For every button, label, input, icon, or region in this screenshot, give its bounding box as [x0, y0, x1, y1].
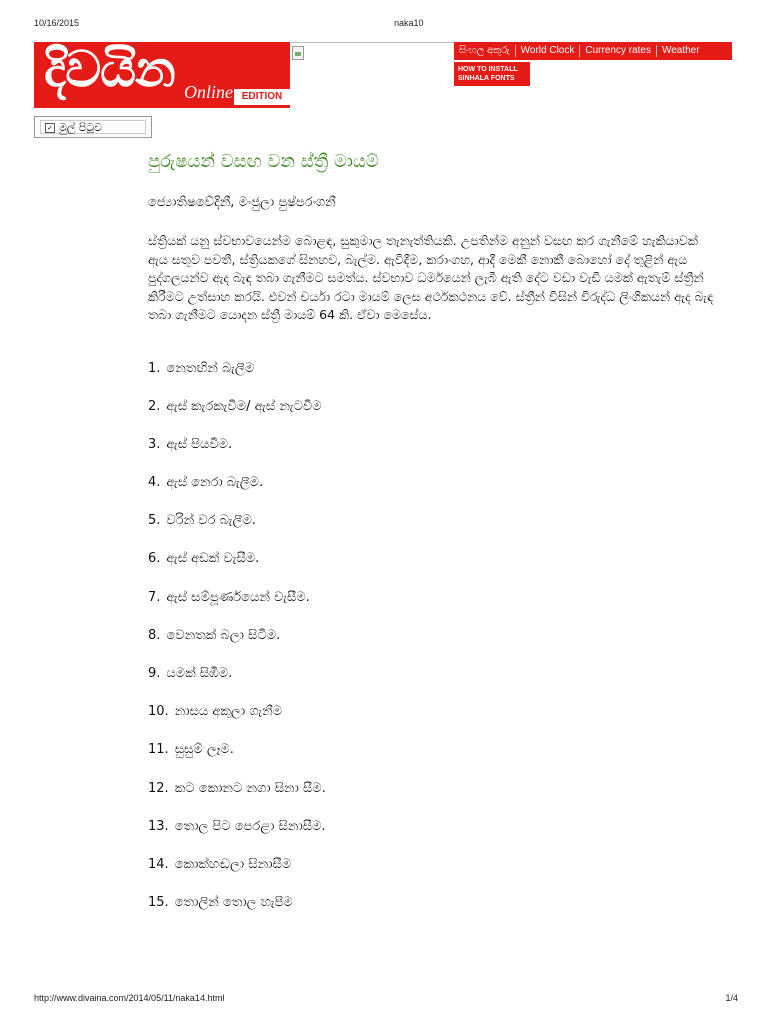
list-item-text: තොලින් තොල හැපීම	[174, 895, 293, 911]
list-item-text: තොල පිට පෙරළා සිනාසීම.	[174, 818, 326, 834]
signs-list	[148, 357, 728, 915]
list-item-number: 13.	[148, 818, 169, 834]
masthead	[34, 42, 732, 108]
article-byline: ජ්‍යොතිෂවේදිනී, මංජුලා පුෂ්පරංගනී	[148, 195, 336, 210]
list-item-text: කොක්හඬලා සිනාසීම	[174, 856, 292, 872]
print-page-number: 1/4	[725, 993, 738, 1003]
list-item-number: 10.	[148, 704, 169, 720]
list-item	[148, 853, 728, 876]
list-item-number: 15.	[148, 895, 169, 911]
list-item-text: ඇස් පියවීම.	[166, 436, 233, 452]
nav-weather[interactable]: Weather	[661, 45, 700, 56]
list-item-number: 6.	[148, 551, 161, 567]
list-item-number: 2.	[148, 398, 161, 414]
nav-currency-rates[interactable]: Currency rates	[585, 45, 651, 56]
logo-online-text: Online	[184, 82, 233, 102]
list-item	[148, 357, 728, 380]
list-item-number: 12.	[148, 780, 169, 796]
list-item-text: වෙනතක් බලා සිටීම.	[166, 627, 281, 643]
home-checkbox-icon: ✓	[45, 123, 55, 133]
list-item-text: ඇස් සම්පූර්ණයෙන් වැසීම.	[166, 589, 310, 605]
list-item-number: 5.	[148, 513, 161, 529]
logo-edition-text: EDITION	[234, 89, 290, 105]
nav-sinhala-fonts[interactable]: සිංහල අකුරු	[459, 45, 510, 56]
home-link-box	[40, 120, 146, 134]
list-item	[148, 586, 728, 609]
list-item	[148, 738, 728, 761]
broken-image-icon	[292, 46, 304, 60]
list-item-text: යමක් සිඹීම.	[166, 666, 233, 681]
list-item	[148, 815, 728, 838]
article	[148, 150, 728, 929]
list-item	[148, 395, 728, 418]
list-item-text: ඇස් නෙරා බැලීම.	[166, 475, 264, 491]
list-item-number: 8.	[148, 627, 161, 643]
list-item-text: වරින් වර බැලීම.	[166, 513, 256, 529]
list-item-text: කට කොනට නගා සිනා සීම.	[174, 780, 326, 796]
list-item-number: 11.	[148, 742, 169, 758]
home-link-label: මුල් පිටුව	[59, 121, 103, 134]
print-footer	[34, 993, 738, 1005]
list-item	[148, 624, 728, 647]
list-item-number: 7.	[148, 589, 161, 605]
list-item-text: නෙතඟින් බැලීම	[166, 360, 255, 376]
list-item	[148, 471, 728, 494]
banner-ad-slot	[290, 42, 454, 108]
print-doc-title: naka10	[394, 18, 424, 28]
install-fonts-link[interactable]: HOW TO INSTALL SINHALA FONTS	[454, 62, 530, 86]
site-logo[interactable]	[34, 42, 290, 108]
list-item	[148, 700, 728, 723]
print-url[interactable]: http://www.divaina.com/2014/05/11/naka14.html	[34, 993, 225, 1003]
list-item-number: 14.	[148, 856, 169, 872]
list-item	[148, 509, 728, 532]
article-intro: ස්ත්‍රියක් යනු ස්වභාවයෙන්ම බොළඳ, සුකුමාල තැනැත්තියකි. උපතින්ම අනුන් වසඟ කර ගැනීමේ හැකියාවක් ඇය සතුව පවතී, ස්ත්‍රියකගේ සිනහව, බැල්ම. ඇවිදීම, කරාංගහ, ආදී මෙකී නොකී බොහෝ දේ තුළින් ඇය පුද්ගලයන්ව ඇද බැඳ තබා ගැනීමට සමත්ය. ස්වභාව ධර්මයෙන් ලැබී ඇති දේට වඩා වැඩි යමක් ඇතැම් ස්ත්‍රීන් කිරීමට උත්සාහ කරයි. එවන් චර්යා රටා මායම් ලෙස අර්ථකථනය වේ. ස්ත්‍රීන් විසින් විරුද්ධ ලිංගිකයන් ඇද බැඳ තබා ගැනීමට යොදන ස්ත්‍රී මායම් 64 කි. ඒවා මෙසේය.	[148, 233, 714, 322]
print-header	[34, 18, 738, 30]
list-item	[148, 891, 728, 914]
list-item-number: 1.	[148, 360, 161, 376]
list-item-number: 9.	[148, 666, 161, 681]
home-link[interactable]	[34, 116, 152, 138]
top-nav	[454, 42, 732, 60]
list-item	[148, 433, 728, 456]
logo-sinhala-text: දිවයින	[44, 42, 175, 98]
article-title: පුරුෂයන් වසඟ වන ස්ත්‍රී මායම්	[148, 151, 379, 172]
list-item	[148, 662, 728, 685]
list-item-text: ඇස් අඩක් වැසීම.	[166, 551, 260, 567]
list-item	[148, 777, 728, 800]
list-item-text: නාසය අකුලා ගැනීම	[174, 704, 283, 720]
list-item-text: සුසුම් ලෑම.	[174, 742, 234, 758]
list-item-text: ඇස් කැරකැවීම/ ඇස් නැටවීම	[166, 398, 322, 414]
list-item	[148, 547, 728, 570]
nav-world-clock[interactable]: World Clock	[520, 45, 575, 56]
list-item-number: 4.	[148, 475, 161, 491]
list-item-number: 3.	[148, 436, 161, 452]
print-date: 10/16/2015	[34, 18, 80, 28]
